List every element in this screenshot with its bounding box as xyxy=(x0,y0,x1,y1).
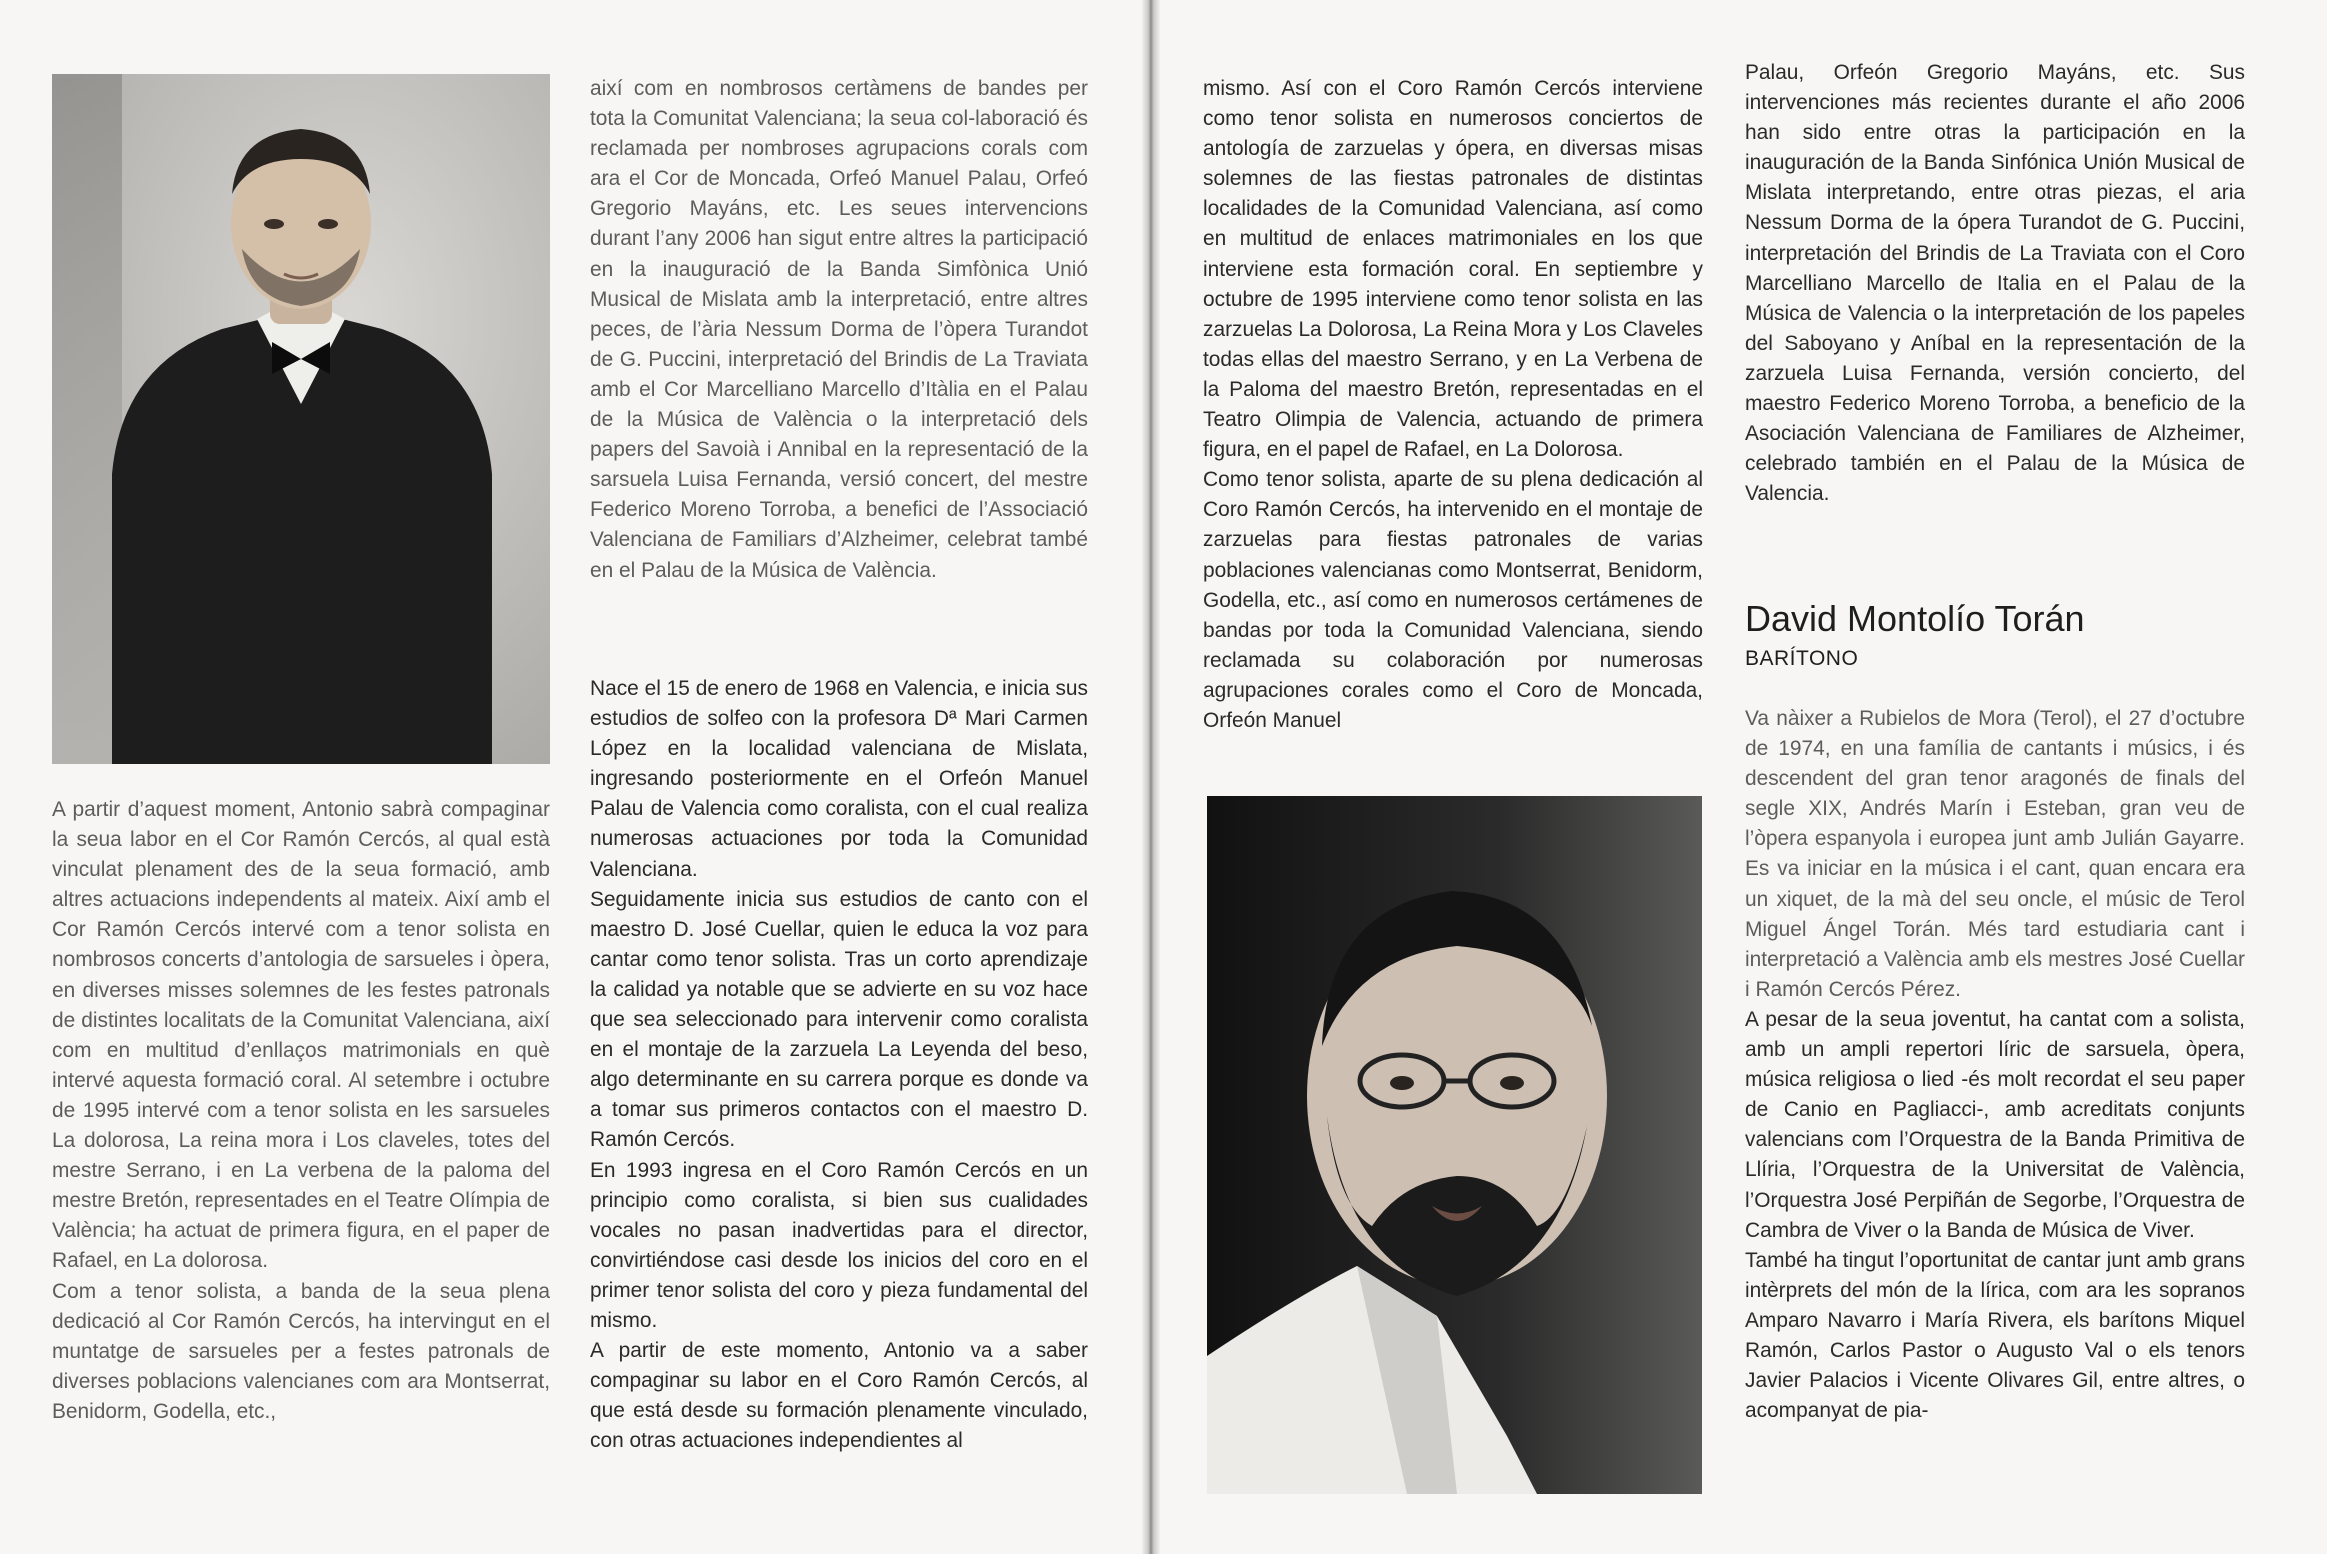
singer-name-heading: David Montolío Torán xyxy=(1745,598,2085,639)
book-gutter xyxy=(1142,0,1160,1554)
voice-type-label: BARÍTONO xyxy=(1745,647,1859,670)
tenor-portrait-icon xyxy=(52,74,550,764)
baritone-portrait-icon xyxy=(1207,796,1702,1494)
paragraph: Com a tenor solista, a banda de la seua plena dedicació al Cor Ramón Cercós, ha intervingut en el muntatge de sarsueles per a festes patronals de diverses poblacions valencianes com ara Montserrat, Benidorm, Godella, etc., xyxy=(52,1279,550,1423)
column-right-c xyxy=(1203,74,1703,736)
portrait-photo-tuxedo xyxy=(52,74,550,764)
paragraph: mismo. Así con el Coro Ramón Cercós interviene como tenor solista en numerosos conciertos de antología de zarzuelas y ópera, en diversas misas solemnes de las fiestas patronales de distintas localidades de la Comunidad Valenciana, así como en multitud de enlaces matrimoniales en los que interviene esta formación coral. En septiembre y octubre de 1995 interviene como tenor solista en las zarzuelas La Dolorosa, La Reina Mora y Los Claveles todas ellas del maestro Serrano, y en La Verbena de la Paloma del maestro Bretón, representadas en el Teatro Olimpia de Valencia, actuando de primera figura, en el papel de Rafael, en La Dolorosa. xyxy=(1203,77,1703,462)
column-right-d-top xyxy=(1745,58,2245,509)
paragraph: En 1993 ingresa en el Coro Ramón Cercós en un principio como coralista, si bien sus cualidades vocales no pasan inadvertidas para el director, convirtiéndose casi desde los inicios del coro en el primer tenor solista del coro y pieza fundamental del mismo. xyxy=(590,1158,1088,1332)
paragraph: A partir de este momento, Antonio va a saber compaginar su labor en el Coro Ramón Cercós, al que está desde su formación plenamente vinculado, con otras actuaciones independientes al xyxy=(590,1339,1088,1453)
paragraph: així com en nombrosos certàmens de bandes per tota la Comunitat Valenciana; la seua col-laboració és reclamada per nombroses agrupacions corals com ara el Cor de Moncada, Orfeó Manuel Palau, Orfeó Gregorio Mayáns, etc. Les seues intervencions durant l’any 2006 han sigut entre altres la participació en la inauguració de la Banda Simfònica Unió Musical de Mislata amb la interpretació, entre altres peces, de l’ària Nessum Dorma de l’òpera Turandot de G. Puccini, interpretació del Brindis de La Traviata amb el Cor Marcelliano Marcello d’Itàlia en el Palau de la Música de València o la interpretació dels papers del Savoià i Annibal en la representació de la sarsuela Luisa Fernanda, versió concert, del mestre Federico Moreno Torroba, a benefici de l’Associació Valenciana de Familiars d’Alzheimer, celebrat també en el Palau de la Música de València. xyxy=(590,77,1088,582)
portrait-photo-bearded xyxy=(1207,796,1702,1494)
paragraph: A partir d’aquest moment, Antonio sabrà compaginar la seua labor en el Cor Ramón Cercós, al qual està vinculat plenament des de la seua formació, amb altres actuacions independents al mateix. Així amb el Cor Ramón Cercós intervé com a tenor solista en nombrosos concerts d’antologia de sarsueles i òpera, en diverses misses solemnes de les festes patronals de distintes localitats de la Comunitat Valenciana, així com en multitud d’enllaços matrimonials en què intervé aquesta formació coral. Al setembre i octubre de 1995 intervé com a tenor solista en les sarsueles La dolorosa, La reina mora i Los claveles, totes del mestre Serrano, i en La verbena de la paloma del mestre Bretón, representades en el Teatre Olímpia de València; ha actuat de primera figura, en el paper de Rafael, en La dolorosa. xyxy=(52,798,550,1273)
column-left-b-bottom xyxy=(590,674,1088,1456)
paragraph: Seguidamente inicia sus estudios de canto con el maestro D. José Cuellar, quien le educa la voz para cantar como tenor solista. Tras un corto aprendizaje la calidad ya notable que se advierte en su voz hace que sea seleccionado para intervenir como coralista en el montaje de la zarzuela La Leyenda del beso, algo determinante en su carrera porque es donde va a tomar sus primeros contactos con el maestro D. Ramón Cercós. xyxy=(590,887,1088,1152)
paragraph: A pesar de la seua joventut, ha cantat com a solista, amb un ampli repertori líric de sarsuela, òpera, música religiosa o lied -és molt recordat el seu paper de Canio en Pagliacci-, amb acreditats conjunts valencians com l’Orquestra de la Banda Primitiva de Llíria, l’Orquestra de la Universitat de València, l’Orquestra José Perpiñán de Segorbe, l’Orquestra de Cambra de Viver o la Banda de Música de Viver. xyxy=(1745,1007,2245,1242)
paragraph: Palau, Orfeón Gregorio Mayáns, etc. Sus intervenciones más recientes durante el año 2006 han sido entre otras la participación en la inauguración de la Banda Sinfónica Unión Musical de Mislata interpretando, entre otras piezas, el aria Nessum Dorma de la ópera Turandot de G. Puccini, interpretación del Brindis de La Traviata con el Coro Marcelliano Marcello de Italia en el Palau de la Música de Valencia o la interpretación de los papeles del Saboyano y Aníbal en la representación de la zarzuela Luisa Fernanda, versión concierto, del maestro Federico Moreno Torroba, a beneficio de la Asociación Valenciana de Familiares de Alzheimer, celebrado también en el Palau de la Música de Valencia. xyxy=(1745,61,2245,506)
paragraph: També ha tingut l’oportunitat de cantar junt amb grans intèrprets del món de la lírica, com ara les sopranos Amparo Navarro i María Rivera, els barítons Miquel Ramón, Carlos Pastor o Augusto Val o els tenors Javier Palacios i Vicente Olivares Gil, entre altres, o acompanyat de pia- xyxy=(1745,1248,2245,1423)
column-left-b-top xyxy=(590,74,1088,586)
column-left-a xyxy=(52,795,550,1427)
paragraph: Como tenor solista, aparte de su plena dedicación al Coro Ramón Cercós, ha intervenido en el montaje de zarzuelas para fiestas patronales de varias poblaciones valencianas como Montserrat, Benidorm, Godella, etc., así como en numerosos certámenes de bandas por toda la Comunidad Valenciana, siendo reclamada su colaboración por numerosas agrupaciones corales como el Coro de Moncada, Orfeón Manuel xyxy=(1203,468,1703,732)
column-right-d-bottom xyxy=(1745,704,2245,1426)
paragraph: Va nàixer a Rubielos de Mora (Terol), el 27 d’octubre de 1974, en una família de cantants i músics, i és descendent del gran tenor aragonés de finals del segle XIX, Andrés Marín i Esteban, gran veu de l’òpera espanyola i europea junt amb Julián Gayarre. Es va iniciar en la música i el cant, quan encara era un xiquet, de la mà del seu oncle, el músic de Terol Miguel Ángel Torán. Més tard estudiaria cant i interpretació a València amb els mestres José Cuellar i Ramón Cercós Pérez. xyxy=(1745,707,2245,1001)
paragraph: Nace el 15 de enero de 1968 en Valencia, e inicia sus estudios de solfeo con la profesora Dª Mari Carmen López en la localidad valenciana de Mislata, ingresando posteriormente en el Orfeón Manuel Palau de Valencia como coralista, con el cual realiza numerosas actuaciones por toda la Comunidad Valenciana. xyxy=(590,677,1088,881)
